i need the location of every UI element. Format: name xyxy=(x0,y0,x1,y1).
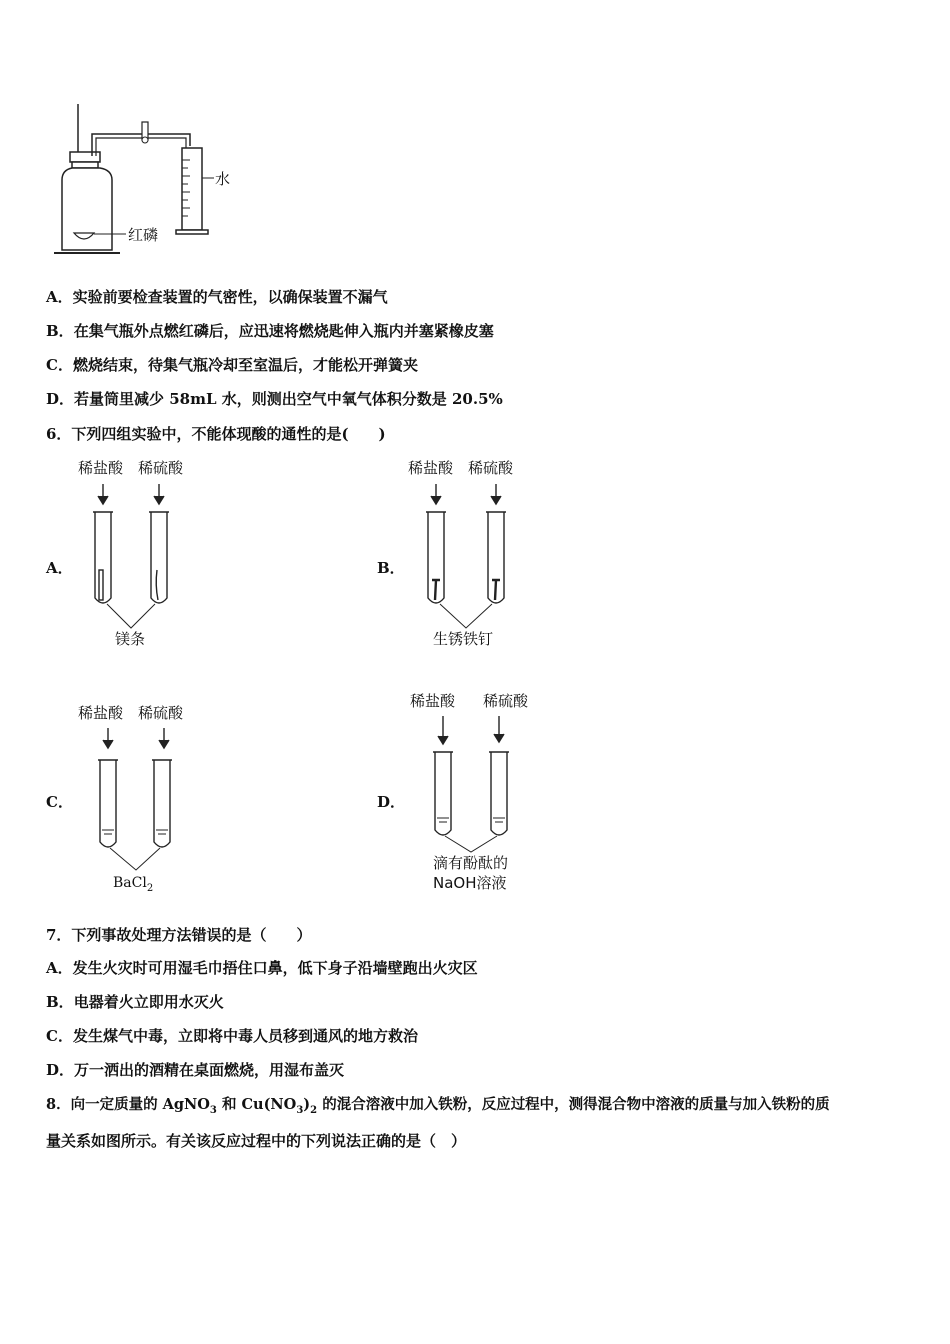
q6-d-acid1: 稀盐酸 xyxy=(410,692,456,710)
q6-b-acid2: 稀硫酸 xyxy=(468,459,514,477)
q6-a-acid2: 稀硫酸 xyxy=(138,459,184,477)
q6-option-b-letter: B． xyxy=(377,559,405,577)
q6-b-acid1: 稀盐酸 xyxy=(408,459,454,477)
q6-a-acid1: 稀盐酸 xyxy=(78,459,124,477)
q6-b-tubes xyxy=(420,480,520,630)
q6-a-tubes xyxy=(85,480,185,630)
q5-option-a: A．实验前要检查装置的气密性，以确保装置不漏气 xyxy=(46,288,388,306)
q6-d-tubes xyxy=(425,712,525,862)
q6-stem: 6．下列四组实验中，不能体现酸的通性的是( ) xyxy=(46,425,386,443)
q7-option-b: B．电器着火立即用水灭火 xyxy=(46,993,224,1011)
q5-option-d: D．若量筒里减少 58mL 水，则测出空气中氧气体积分数是 20.5% xyxy=(46,390,503,408)
q8-stem-line2: 量关系如图所示。有关该反应过程中的下列说法正确的是（ ） xyxy=(46,1132,467,1150)
q8-stem-line1: 8．向一定质量的 AgNO$_3$ 和 $Cu(NO_3)_2$ 的混合溶液中加入铁粉，反应过程中，测得混合物中溶液的质量与加入铁粉的质 xyxy=(46,1096,830,1116)
q6-a-reagent: 镁条 xyxy=(115,630,146,648)
q7-option-c: C．发生煤气中毒，立即将中毒人员移到通风的地方救治 xyxy=(46,1027,418,1045)
water-label: 水 xyxy=(215,170,231,188)
q5-option-c: C．燃烧结束，待集气瓶冷却至室温后，才能松开弹簧夹 xyxy=(46,356,418,374)
q6-option-c-letter: C． xyxy=(46,793,73,811)
q7-stem: 7．下列事故处理方法错误的是（ ） xyxy=(46,926,312,944)
q5-option-b: B．在集气瓶外点燃红磷后，应迅速将燃烧匙伸入瓶内并塞紧橡皮塞 xyxy=(46,322,494,340)
phosphorus-label: 红磷 xyxy=(128,226,159,244)
q6-d-reagent-line1: 滴有酚酞的 xyxy=(433,854,509,872)
q6-c-acid1: 稀盐酸 xyxy=(78,704,124,722)
q7-option-a: A．发生火灾时可用湿毛巾捂住口鼻，低下身子沿墙壁跑出火灾区 xyxy=(46,959,478,977)
q6-c-acid2: 稀硫酸 xyxy=(138,704,184,722)
q6-c-reagent: BaCl$_2$ xyxy=(113,875,154,894)
q6-option-d-letter: D． xyxy=(377,793,406,811)
q6-option-a-letter: A． xyxy=(46,559,73,577)
q6-d-reagent-line2: NaOH溶液 xyxy=(433,874,507,892)
q7-option-d: D．万一洒出的酒精在桌面燃烧，用湿布盖灭 xyxy=(46,1061,345,1079)
q6-d-acid2: 稀硫酸 xyxy=(483,692,529,710)
q6-c-tubes xyxy=(90,724,190,874)
q6-b-reagent: 生锈铁钉 xyxy=(433,630,494,648)
